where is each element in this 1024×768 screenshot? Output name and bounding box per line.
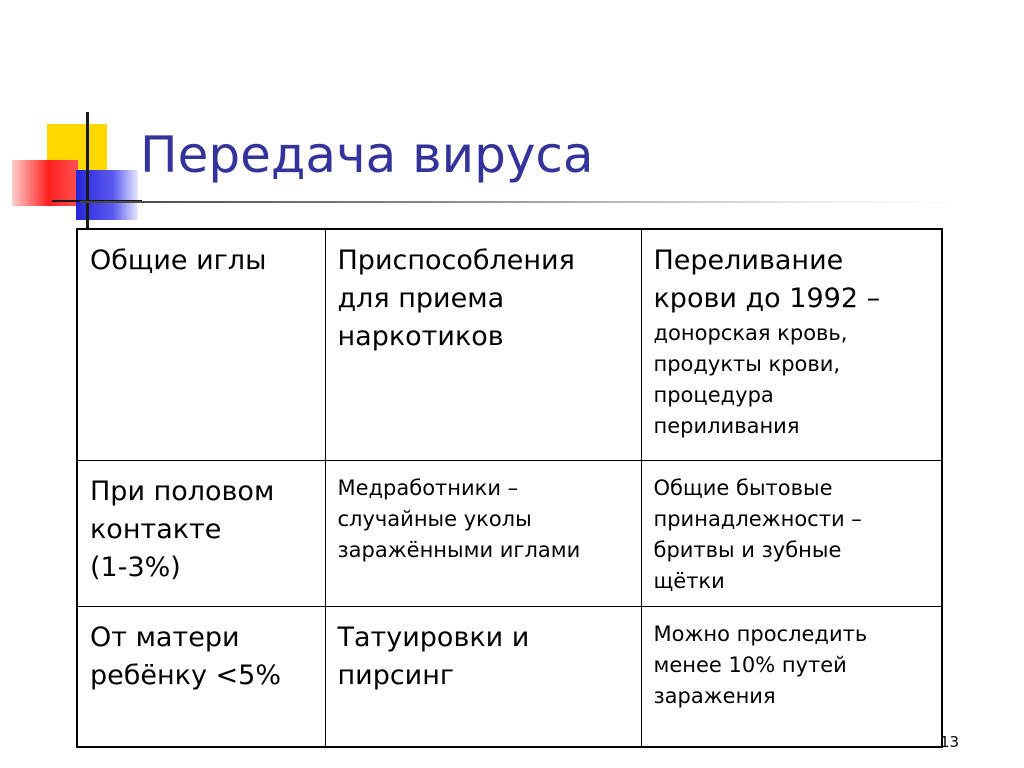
cell-subtext: процедура — [653, 383, 774, 407]
table-cell — [641, 460, 942, 606]
cell-text: Татуировки и пирсинг — [337, 621, 530, 691]
table-row — [77, 606, 942, 747]
table-cell — [325, 606, 641, 747]
cell-text: крови до 1992 – — [653, 283, 881, 314]
cell-text: (1-3%) — [90, 551, 181, 583]
table-cell — [641, 229, 942, 460]
table-cell — [77, 229, 325, 460]
table-cell — [641, 606, 942, 747]
cell-subtext: продукты крови, — [653, 352, 841, 376]
table-cell — [77, 606, 325, 747]
page-number: 13 — [940, 733, 960, 751]
table-row — [77, 460, 942, 606]
cell-subtext: заражения — [653, 683, 776, 708]
cell-subtext: заражёнными иглами — [337, 537, 581, 562]
table-cell — [77, 460, 325, 606]
cell-subtext: Можно проследить — [653, 621, 868, 646]
cell-text: От матери ребёнку <5% — [90, 621, 281, 691]
cell-subtext: бритвы и зубные — [653, 537, 842, 562]
transmission-table — [76, 228, 943, 748]
slide-logo — [0, 0, 140, 240]
page-title: Передача вируса — [140, 126, 594, 184]
cell-text: При половом контакте — [90, 475, 275, 545]
cell-subtext: донорская кровь, — [653, 321, 848, 345]
table-row — [77, 229, 942, 460]
title-underline — [80, 201, 960, 203]
cell-subtext: щётки — [653, 568, 725, 593]
cell-subtext: периливания — [653, 414, 800, 438]
cell-subtext: Общие бытовые — [653, 475, 833, 500]
cell-text: Переливание — [653, 245, 844, 276]
table-cell — [325, 229, 641, 460]
logo-vertical-line — [86, 112, 89, 230]
cell-subtext: принадлежности – — [653, 506, 862, 531]
cell-text: Общие иглы — [90, 245, 267, 276]
cell-subtext: случайные уколы — [337, 506, 532, 531]
cell-subtext: менее 10% путей — [653, 652, 847, 677]
cell-subtext: Медработники – — [337, 475, 519, 500]
cell-text: Приспособления для приема наркотиков — [337, 245, 575, 352]
table-cell — [325, 460, 641, 606]
